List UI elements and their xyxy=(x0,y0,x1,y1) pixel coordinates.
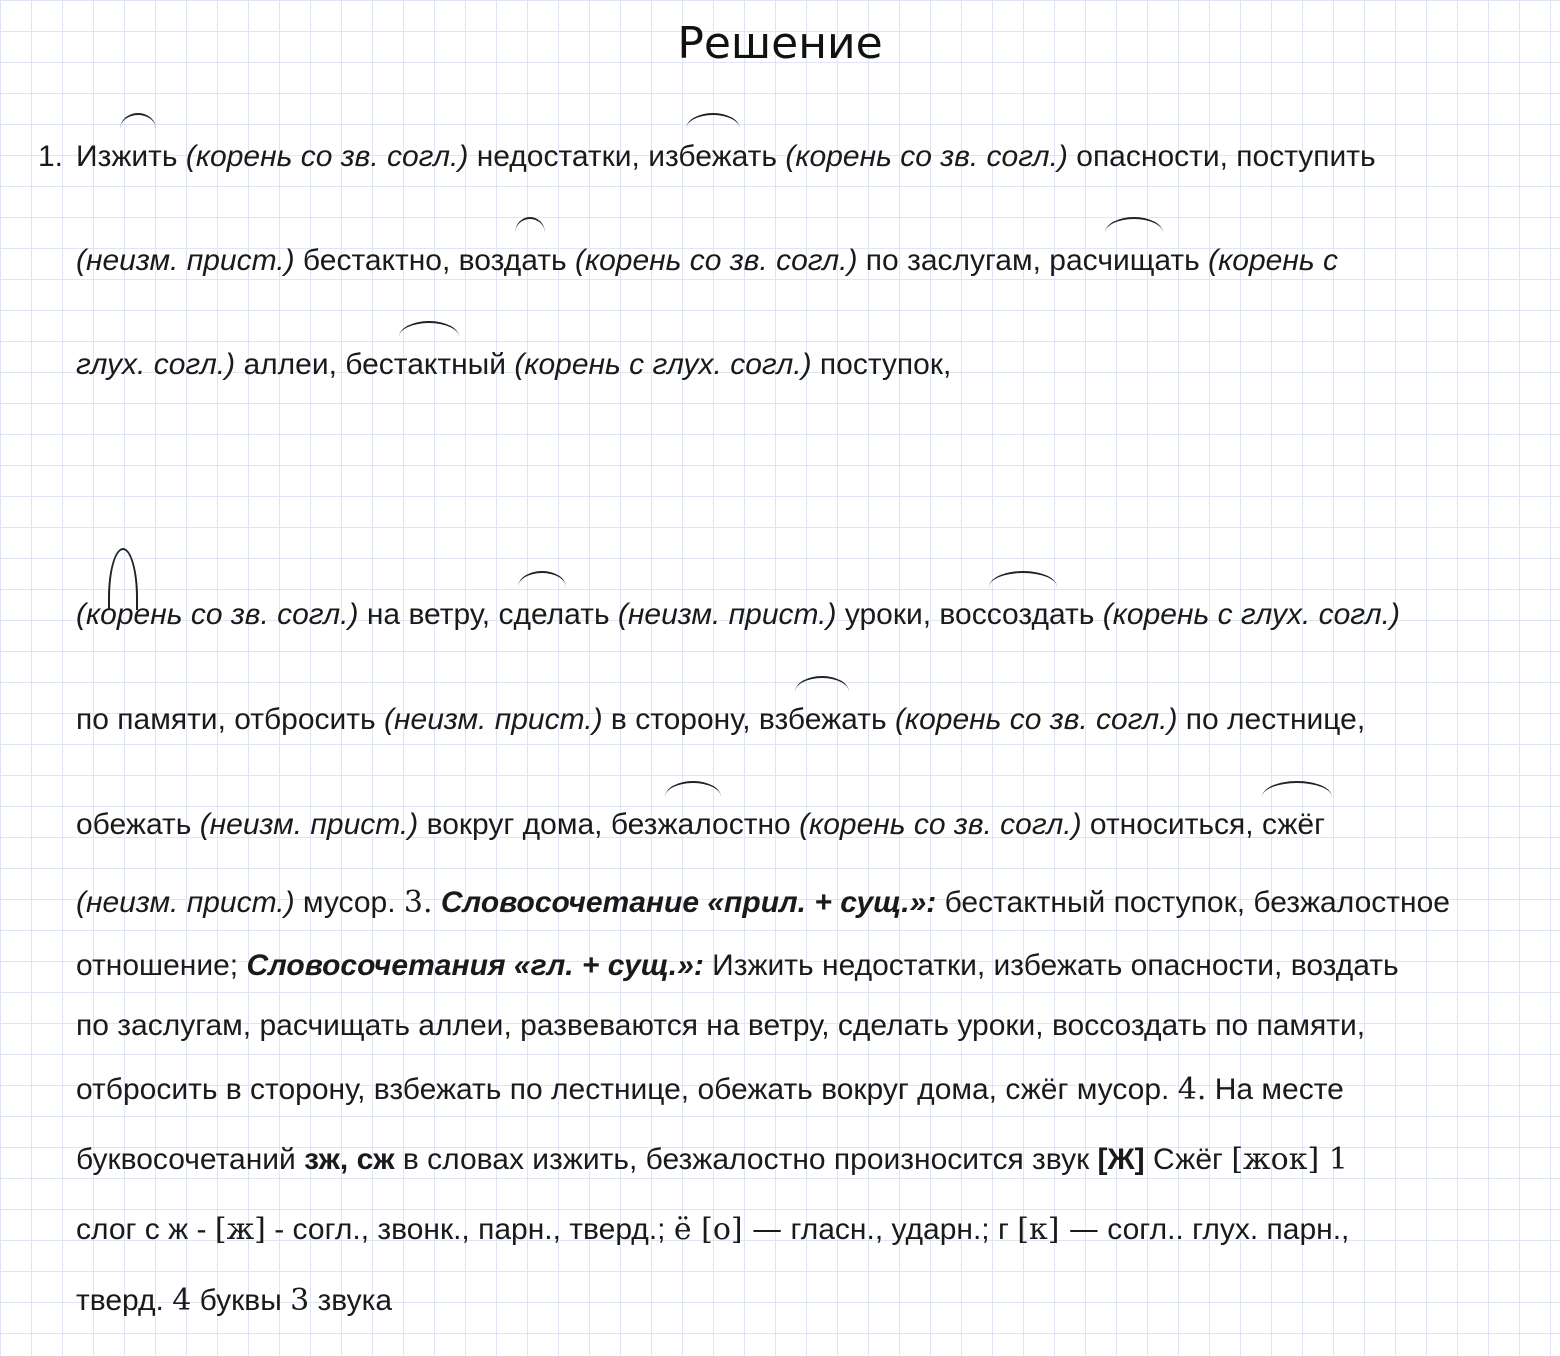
text-line-12 xyxy=(76,1210,1349,1250)
note: (корень с xyxy=(1208,244,1338,277)
word-vzbezhat: взбежать xyxy=(759,700,887,740)
root-arc xyxy=(665,781,721,797)
text: по заслугам, расчищать аллеи, развеваются на ветру, сделать уроки, воссоздать по памяти, xyxy=(76,1009,1366,1042)
root-arc xyxy=(1105,217,1163,233)
note: (корень с глух. согл.) xyxy=(1102,598,1400,631)
root-arc xyxy=(518,571,566,587)
transcription: [жок] 1 xyxy=(1231,1142,1348,1177)
note: (корень со зв. согл.) xyxy=(574,244,858,277)
text: бестактный поступок, безжалостное xyxy=(936,886,1450,919)
text-line-1 xyxy=(76,137,1376,177)
note: (корень со зв. согл.) xyxy=(799,808,1082,841)
word-szheg: сжёг xyxy=(1262,805,1325,845)
page-title: Решение xyxy=(677,18,883,69)
text: мусор. xyxy=(294,886,404,919)
word-vozdat: воздать xyxy=(459,241,567,281)
text: опасности, поступить xyxy=(1067,140,1376,173)
letter-combo: зж, сж xyxy=(304,1143,395,1176)
word-izzhit: Изжить xyxy=(76,137,178,177)
root-arc xyxy=(515,217,545,233)
text: отношение; xyxy=(76,949,247,982)
text: поступок, xyxy=(811,348,952,381)
text: гласн., ударн.; г xyxy=(782,1213,1018,1246)
text: согл.. глух. парн., xyxy=(1098,1213,1350,1246)
note: (неизм. прист.) xyxy=(384,703,603,736)
text: аллеи, xyxy=(235,348,346,381)
count: 3 xyxy=(290,1283,310,1318)
text: по памяти, отбросить xyxy=(76,703,385,736)
note: (корень со зв. согл.) xyxy=(76,598,359,631)
text: буквы xyxy=(191,1284,291,1317)
text-line-13 xyxy=(76,1281,392,1321)
text: Изжить недостатки, избежать опасности, воздать xyxy=(703,949,1399,982)
text: тверд. xyxy=(76,1284,173,1317)
text: уроки, xyxy=(836,598,940,631)
item-number: 1. xyxy=(38,140,64,173)
text-line-5 xyxy=(76,700,1365,740)
heading-verb-noun: Словосочетания «гл. + сущ.»: xyxy=(246,949,704,982)
word-bezzhalostno: безжалостно xyxy=(611,805,791,845)
text-line-10 xyxy=(76,1070,1344,1110)
word-izbezhat: избежать xyxy=(648,137,777,177)
word-vossozdat: воссоздать xyxy=(939,595,1094,635)
root-arc xyxy=(989,571,1057,587)
text-line-2 xyxy=(76,241,1338,281)
text: обежать xyxy=(76,808,200,841)
text: На месте xyxy=(1206,1073,1344,1106)
root-arc xyxy=(120,113,156,129)
text: в словах изжить, безжалостно произносится звук xyxy=(394,1143,1098,1176)
text: по лестнице, xyxy=(1177,703,1366,736)
text: недостатки, xyxy=(468,140,649,173)
word-bestaktnyi: бестактный xyxy=(345,345,506,385)
text-line-8 xyxy=(76,946,1399,986)
root-arc xyxy=(686,113,740,129)
note: (корень со зв. согл.) xyxy=(894,703,1178,736)
note: (корень с глух. согл.) xyxy=(514,348,812,381)
count: 4 xyxy=(172,1283,192,1318)
transcription: ё [о] — xyxy=(673,1212,783,1247)
text-line-9 xyxy=(76,1006,1365,1046)
text-line-3 xyxy=(76,345,951,385)
root-arc xyxy=(399,321,459,337)
text: - согл., звонк., парн., тверд.; xyxy=(265,1213,674,1246)
text-line-7 xyxy=(76,883,1450,923)
text: отбросить в сторону, взбежать по лестнице, обежать вокруг дома, сжёг мусор. xyxy=(76,1073,1178,1106)
note: (неизм. прист.) xyxy=(76,886,295,919)
word-sdelat: сделать xyxy=(498,595,609,635)
sound: [Ж] xyxy=(1097,1143,1145,1176)
text-line-11 xyxy=(76,1140,1348,1180)
text-line-6 xyxy=(76,805,1325,845)
note: глух. согл.) xyxy=(76,348,236,381)
transcription: [ж] xyxy=(214,1212,266,1247)
task-number: 4. xyxy=(1177,1072,1207,1107)
text: в сторону, xyxy=(602,703,759,736)
text: вокруг дома, xyxy=(418,808,611,841)
text: Сжёг xyxy=(1144,1143,1232,1176)
text: звука xyxy=(309,1284,393,1317)
text-line-4 xyxy=(76,595,1400,635)
transcription: [к] — xyxy=(1017,1212,1099,1247)
root-arc xyxy=(1262,781,1332,797)
word-raschishchat: расчищать xyxy=(1049,241,1200,281)
text: бестактно, xyxy=(294,244,459,277)
note: (неизм. прист.) xyxy=(76,244,295,277)
note: (корень со зв. согл.) xyxy=(185,140,469,173)
root-arc xyxy=(795,676,849,692)
note: (корень со зв. согл.) xyxy=(785,140,1068,173)
note: (неизм. прист.) xyxy=(617,598,837,631)
note: (неизм. прист.) xyxy=(199,808,419,841)
text: по заслугам, xyxy=(857,244,1050,277)
text: на ветру, xyxy=(358,598,499,631)
text: относиться, xyxy=(1081,808,1262,841)
text: слог с ж - xyxy=(76,1213,215,1246)
heading-adj-noun: Словосочетание «прил. + сущ.»: xyxy=(440,886,937,919)
text: буквосочетаний xyxy=(76,1143,305,1176)
task-number: 3. xyxy=(403,885,433,920)
